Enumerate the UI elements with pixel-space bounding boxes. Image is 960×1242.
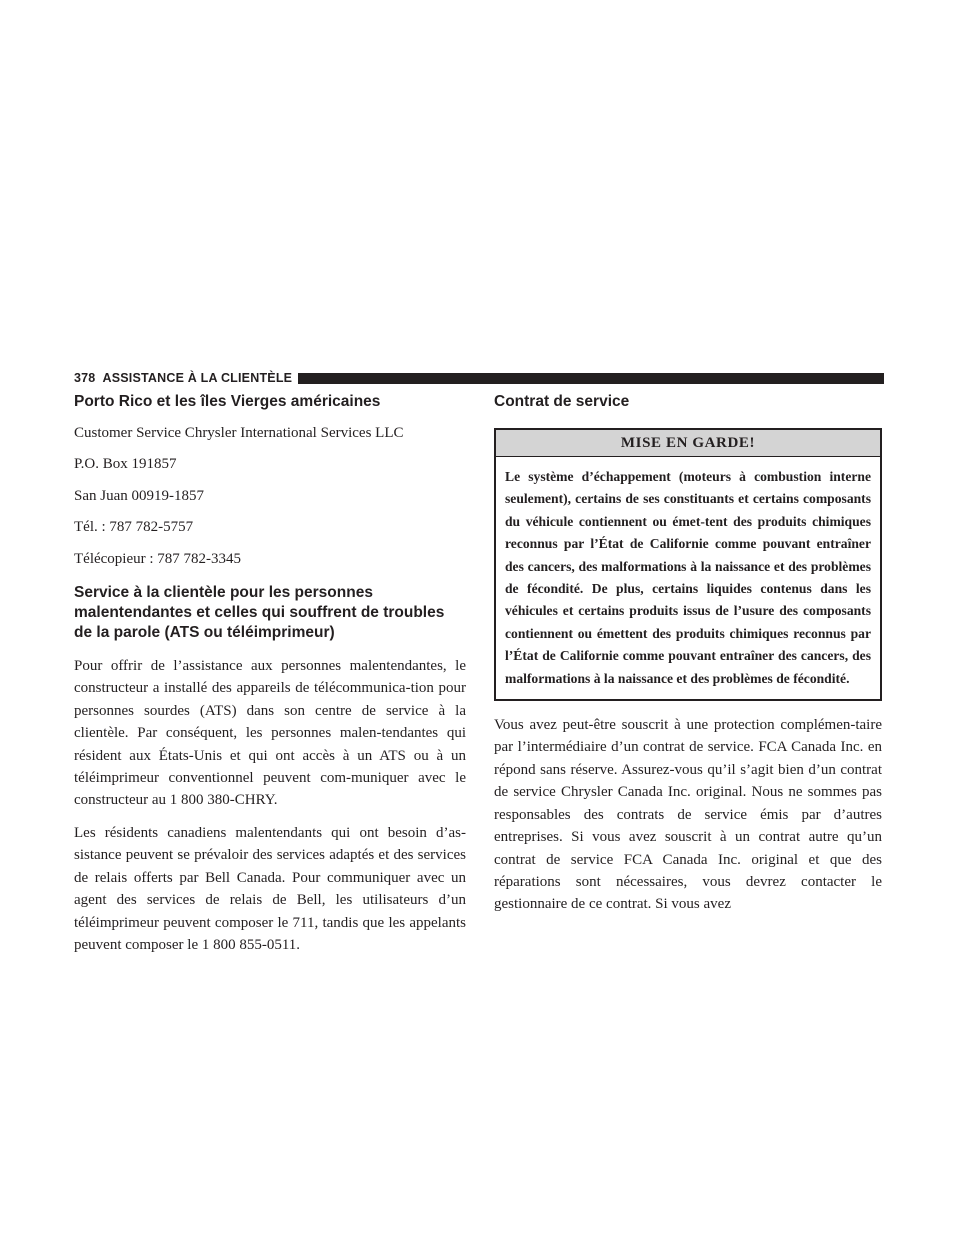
address-line: Customer Service Chrysler International Services LLC xyxy=(74,425,404,441)
heading-puerto-rico: Porto Rico et les îles Vierges américaines xyxy=(74,393,381,410)
warning-text: Le système d’échappement (moteurs à combustion interne seulement), certains de ses constituants et certains composants du véhicule contiennent ou émet-tent des produits chimiques reconnus par l’État de Californie comme pouvant entraîner des cancers, des malformations à la naissance et des problèmes de fécondité. De plus, certains liquides contenus dans les véhicules et certains produits issus de l’usure des composants contiennent ou émettent des produits chimiques reconnus par l’État de Californie comme pouvant entraîner des cancers, des malformations à la naissance et des problèmes de fécondité. xyxy=(505,469,871,686)
fax-line: Télécopieur : 787 782-3345 xyxy=(74,550,242,567)
phone-line: Tél. : 787 782-5757 xyxy=(74,519,194,536)
left-column xyxy=(74,392,466,966)
header-rule xyxy=(298,373,884,384)
address-line: P.O. Box 191857 xyxy=(74,456,177,473)
warning-box xyxy=(494,428,882,701)
heading-tty-service: Service à la clientèle pour les personnes malentendantes et celles qui souffrent de troubles de la parole (ATS ou téléimprimeur) xyxy=(74,584,445,642)
page-number: 378 xyxy=(74,371,96,385)
page-header xyxy=(74,368,884,388)
right-column xyxy=(494,392,882,926)
tty-paragraph-1: Pour offrir de l’assistance aux personnes malentendantes, le constructeur a installé des appareils de télécommunica-tion pour personnes sourdes (ATS) dans son centre de service à la clientèle. Par conséquent, les personnes malen-tendantes qui résident aux États-Unis et qui ont accès à un ATS ou à un téléimprimeur conventionnel peuvent com-muniquer avec le constructeur au 1 800 380-CHRY. xyxy=(74,658,466,809)
heading-service-contract: Contrat de service xyxy=(494,393,630,410)
warning-title: MISE EN GARDE! xyxy=(496,430,880,457)
address-line: San Juan 00919-1857 xyxy=(74,487,204,504)
service-contract-paragraph: Vous avez peut-être souscrit à une protection complémen-taire par l’intermédiaire d’un contrat de service. FCA Canada Inc. en répond sans réserve. Assurez-vous qu’il s’agit bien d’un contrat de service Chrysler Canada Inc. original. Nous ne sommes pas responsables des contrats de service émis par d’autres entreprises. Si vous avez souscrit à un contrat autre qu’un contrat de service FCA Canada Inc. original et que des réparations sont nécessaires, vous devrez contacter le gestionnaire de ce contrat. Si vous avez xyxy=(494,717,882,913)
tty-paragraph-2: Les résidents canadiens malentendants qui ont besoin d’as-sistance peuvent se prévaloir des services adaptés et des services de relais offerts par Bell Canada. Pour communiquer avec un agent des services de relais de Bell, les utilisateurs d’un téléimprimeur peuvent composer le 711, tandis que les appelants peuvent composer le 1 800 855-0511. xyxy=(74,824,466,953)
section-title: ASSISTANCE À LA CLIENTÈLE xyxy=(102,371,293,385)
